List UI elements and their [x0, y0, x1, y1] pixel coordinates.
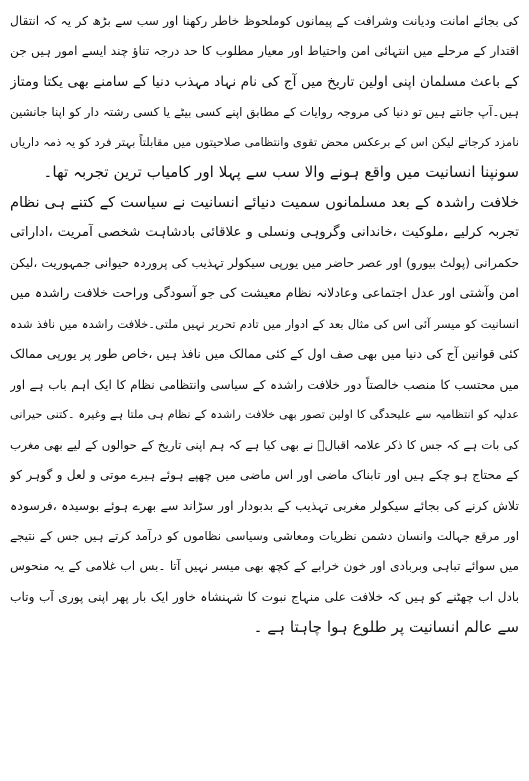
text-line: انسانیت کو میسر آئی اس کی مثال بعد کے ادوار میں تادم تحریر نہیں ملتی۔خلافت راشدہ میں نافذ شدہ [10, 316, 519, 331]
text-line: عدلیہ کو انتظامیہ سے علیحدگی کا اولین تصور بھی خلافت راشدہ کے نظام ہی ملتا ہے وغیرہ ۔کتنی حیرانی [10, 407, 519, 421]
text-line: کے محتاج ہو چکے ہیں اور تابناک ماضی اور اس ماضی میں چھپے ہوئے ہیرے موتی و لعل و گوہر کو [10, 468, 519, 483]
text-line: کی بجائے امانت ودیانت وشرافت کے پیمانوں کوملحوظ خاطر رکھنا اور سب سے بڑھ کر یہ کہ انتقال [10, 14, 519, 28]
text-line: ہیں۔آپ جانتے ہیں تو دنیا کی مروجہ روایات کے مطابق اپنے کسی بیٹے یا کسی رشتہ دار کو اپنا جانشین [10, 104, 519, 119]
text-line: تجربہ کرلیے ،ملوکیت ،خاندانی وگروہی ونسلی و علاقائی بادشاہت شخصی آمریت ،اداراتی [10, 225, 519, 241]
text-line: بادل اب چھٹنے کو ہیں کہ خلافت علی منہاج نبوت کا شہنشاہ خاور ایک بار پھر اپنی پوری آب وتاب [10, 589, 519, 604]
text-line: اور مرقع جہالت وانسان دشمن نظریات ومعاشی وسیاسی نظاموں کو درآمد کرتے ہیں جس کے نتیجے [10, 529, 519, 544]
text-line: میں سوائے تباہی وبربادی اور خون خرابے کے کچھ بھی میسر نہیں آتا ۔بس اب غلامی کے یہ منحوس [10, 559, 519, 574]
paragraph-end-line: سے عالم انسانیت پر طلوع ہوا چاہتا ہے ۔ [253, 617, 519, 636]
text-line: حکمرانی (پولٹ بیورو) اور عصر حاضر میں یورپی سیکولر تہذیب کی پروردہ حیوانی جمہوریت ،لیکن [10, 256, 519, 271]
text-line: امن وآشتی اور عدل اجتماعی وعادلانہ نظام معیشت کی جو آسودگی وراحت خلافت راشدہ میں [10, 285, 519, 301]
paragraph-end-line: سونپنا انسانیت میں واقع ہونے والا سب سے پہلا اور کامیاب ترین تجربہ تھا۔ [43, 163, 519, 182]
text-line: کی بات ہے کہ جس کا ذکر علامہ اقبالؒ نے بھی کیا ہے کہ ہم اپنی تاریخ کے حوالوں کے لیے بھی مغرب [10, 438, 519, 453]
text-line: تلاش کرنے کی بجائے سیکولر مغربی تہذیب کے بدبودار اور سڑاند سے بھرے ہوئے بوسیدہ ،فرسودہ [10, 497, 519, 513]
paragraph-start-line: خلافت راشدہ کے بعد مسلمانوں سمیت دنیائے انسانیت نے سیاست کے کتنے ہی نظام [10, 193, 519, 211]
text-line: نامزد کرجاتے لیکن اس کے برعکس محض تقوی وانتظامی صلاحیتوں میں مقابلتاً بہتر فرد کو یہ ذمہ داریاں [10, 135, 519, 150]
text-line: میں محتسب کا منصب خالصتاً دور خلافت راشدہ کے سیاسی وانتظامی نظام کا ایک اہم باب ہے اور [10, 377, 519, 392]
text-line: کے باعث مسلمان اپنی اولین تاریخ میں آج کی نام نہاد مہذب دنیا کے سامنے بھی یکتا ومتاز [10, 73, 519, 90]
text-line: کئی قوانین آج کی دنیا میں بھی صف اول کے کئی ممالک میں نافذ ہیں ،خاص طور پر یورپی ممالک [10, 346, 519, 362]
text-line: اقتدار کے مرحلے میں انتہائی امن واحتیاط اور معیار مطلوب کا حد درجہ تناؤ چند ایسے امور ہیں جن [10, 44, 519, 59]
